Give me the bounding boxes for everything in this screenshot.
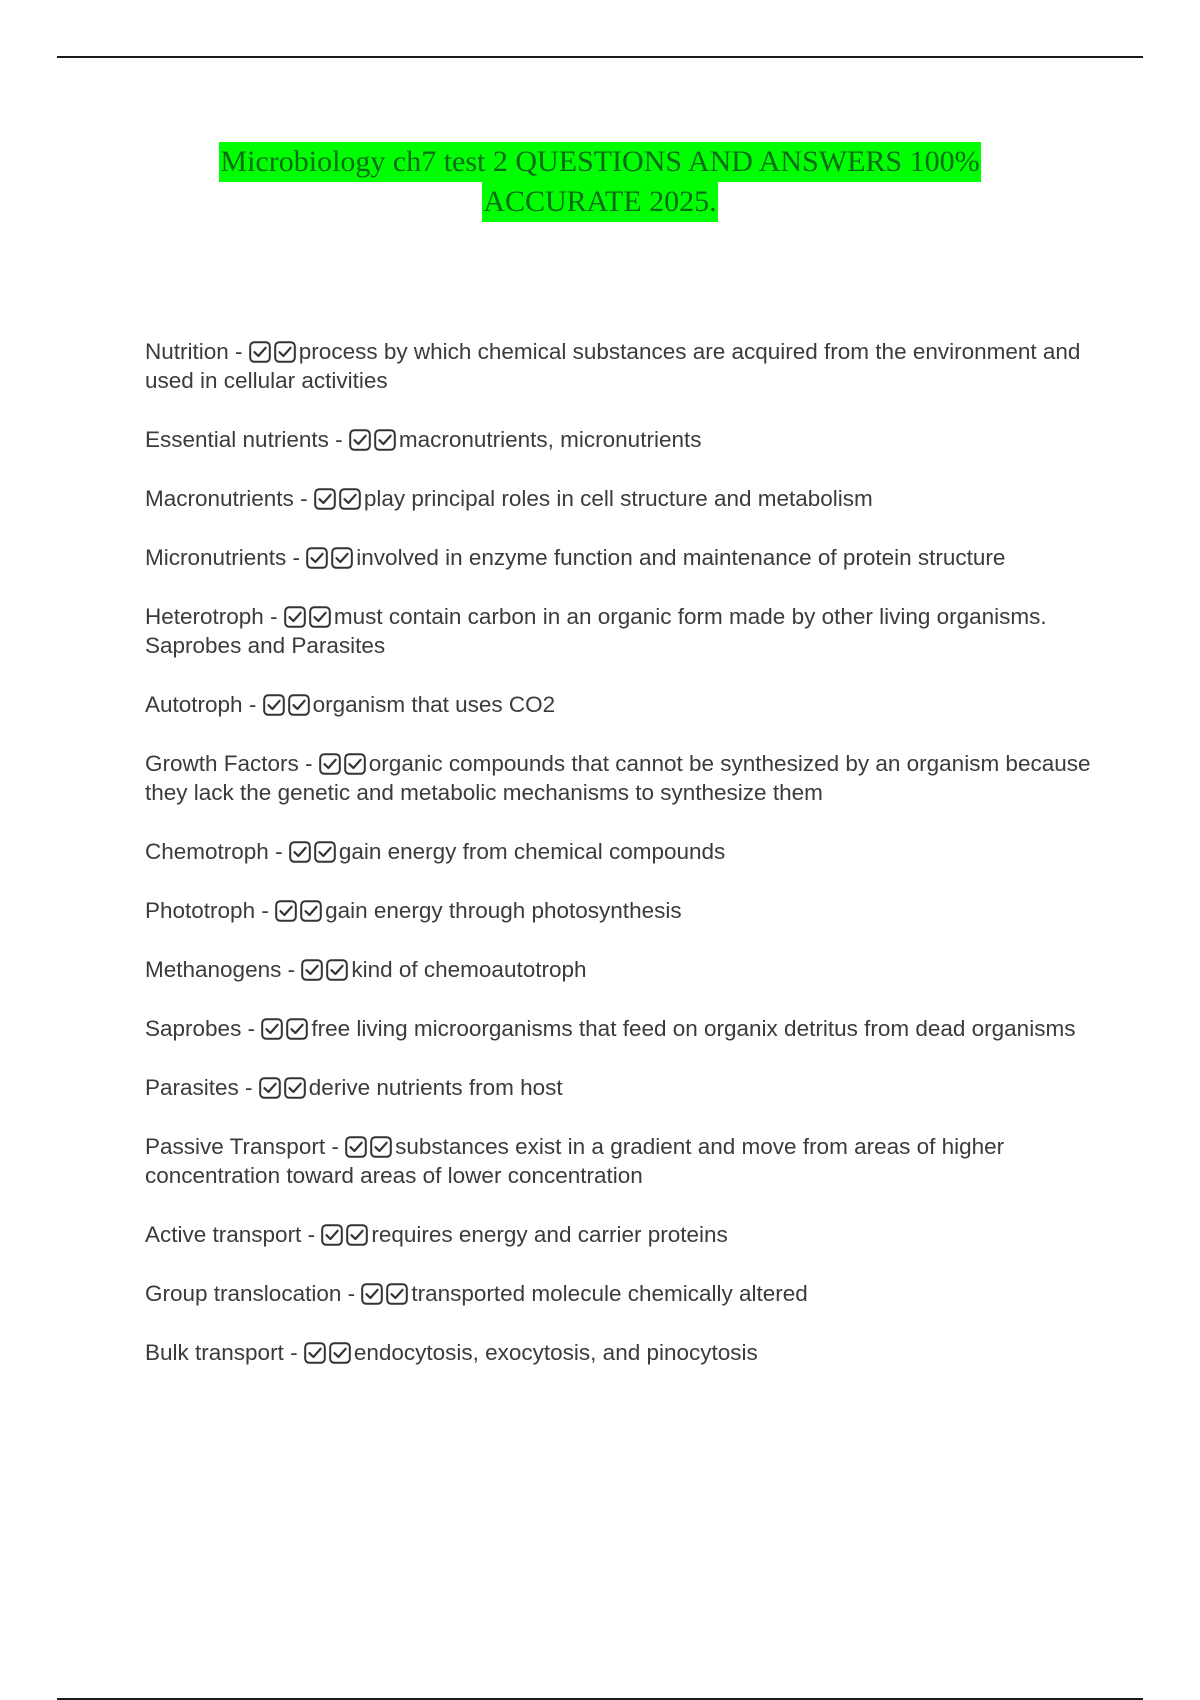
qa-item bbox=[145, 896, 1095, 925]
check-marks bbox=[289, 839, 339, 864]
checkbox-checked-icon bbox=[249, 341, 271, 363]
qa-item bbox=[145, 1014, 1095, 1043]
checkbox-checked-icon bbox=[339, 488, 361, 510]
check-marks bbox=[275, 898, 325, 923]
check-marks bbox=[304, 1340, 354, 1365]
check-marks bbox=[345, 1134, 395, 1159]
checkbox-checked-icon bbox=[319, 753, 341, 775]
qa-item bbox=[145, 749, 1095, 807]
qa-term: Autotroph bbox=[145, 692, 243, 717]
qa-item bbox=[145, 543, 1095, 572]
qa-definition: substances exist in a gradient and move from areas of higher concentration toward areas of lower concentration bbox=[145, 1134, 1005, 1188]
checkbox-checked-icon bbox=[259, 1077, 281, 1099]
qa-term: Micronutrients bbox=[145, 545, 287, 570]
qa-definition: organic compounds that cannot be synthesized by an organism because they lack the genetic and metabolic mechanisms to synthesize them bbox=[145, 751, 1091, 805]
checkbox-checked-icon bbox=[263, 694, 285, 716]
checkbox-checked-icon bbox=[301, 959, 323, 981]
check-marks bbox=[301, 957, 351, 982]
check-marks bbox=[349, 427, 399, 452]
qa-definition: endocytosis, exocytosis, and pinocytosis bbox=[353, 1340, 758, 1365]
checkbox-checked-icon bbox=[286, 1018, 308, 1040]
checkbox-checked-icon bbox=[361, 1283, 383, 1305]
qa-term: Chemotroph bbox=[145, 839, 269, 864]
qa-separator: - bbox=[286, 545, 307, 570]
checkbox-checked-icon bbox=[314, 488, 336, 510]
checkbox-checked-icon bbox=[349, 429, 371, 451]
qa-definition: involved in enzyme function and maintenance of protein structure bbox=[356, 545, 1006, 570]
check-marks bbox=[263, 692, 313, 717]
checkbox-checked-icon bbox=[345, 1136, 367, 1158]
qa-definition: kind of chemoautotroph bbox=[351, 957, 587, 982]
checkbox-checked-icon bbox=[289, 841, 311, 863]
qa-item bbox=[145, 1220, 1095, 1249]
qa-term: Heterotroph bbox=[145, 604, 264, 629]
check-marks bbox=[319, 751, 369, 776]
qa-definition: macronutrients, micronutrients bbox=[398, 427, 702, 452]
check-marks bbox=[306, 545, 356, 570]
checkbox-checked-icon bbox=[386, 1283, 408, 1305]
qa-definition: free living microorganisms that feed on organix detritus from dead organisms bbox=[311, 1016, 1076, 1041]
title-line-2: ACCURATE 2025. bbox=[482, 182, 717, 222]
check-marks bbox=[249, 339, 299, 364]
qa-separator: - bbox=[255, 898, 276, 923]
qa-item bbox=[145, 955, 1095, 984]
checkbox-checked-icon bbox=[321, 1224, 343, 1246]
qa-item bbox=[145, 602, 1095, 660]
qa-item bbox=[145, 837, 1095, 866]
checkbox-checked-icon bbox=[300, 900, 322, 922]
qa-list bbox=[145, 337, 1095, 1397]
qa-term: Active transport bbox=[145, 1222, 302, 1247]
qa-term: Parasites bbox=[145, 1075, 239, 1100]
qa-separator: - bbox=[241, 1016, 262, 1041]
qa-term: Bulk transport bbox=[145, 1340, 284, 1365]
qa-definition: play principal roles in cell structure and metabolism bbox=[363, 486, 873, 511]
qa-definition: transported molecule chemically altered bbox=[411, 1281, 808, 1306]
qa-separator: - bbox=[293, 486, 314, 511]
qa-term: Saprobes bbox=[145, 1016, 242, 1041]
qa-item bbox=[145, 1132, 1095, 1190]
qa-separator: - bbox=[301, 1222, 322, 1247]
checkbox-checked-icon bbox=[344, 753, 366, 775]
checkbox-checked-icon bbox=[288, 694, 310, 716]
qa-separator: - bbox=[238, 1075, 259, 1100]
qa-term: Essential nutrients bbox=[145, 427, 329, 452]
qa-separator: - bbox=[281, 957, 302, 982]
qa-separator: - bbox=[325, 1134, 346, 1159]
page-title bbox=[0, 142, 1200, 222]
checkbox-checked-icon bbox=[274, 341, 296, 363]
qa-separator: - bbox=[228, 339, 249, 364]
qa-item bbox=[145, 1338, 1095, 1367]
checkbox-checked-icon bbox=[309, 606, 331, 628]
checkbox-checked-icon bbox=[261, 1018, 283, 1040]
qa-separator: - bbox=[283, 1340, 304, 1365]
checkbox-checked-icon bbox=[346, 1224, 368, 1246]
qa-term: Growth Factors bbox=[145, 751, 299, 776]
qa-separator: - bbox=[263, 604, 284, 629]
qa-term: Phototroph bbox=[145, 898, 256, 923]
qa-item bbox=[145, 690, 1095, 719]
qa-definition: gain energy through photosynthesis bbox=[325, 898, 682, 923]
qa-item bbox=[145, 337, 1095, 395]
qa-term: Methanogens bbox=[145, 957, 282, 982]
checkbox-checked-icon bbox=[329, 1342, 351, 1364]
checkbox-checked-icon bbox=[275, 900, 297, 922]
check-marks bbox=[261, 1016, 311, 1041]
qa-definition: must contain carbon in an organic form made by other living organisms. Saprobes and Parasites bbox=[145, 604, 1047, 658]
qa-definition: derive nutrients from host bbox=[308, 1075, 563, 1100]
check-marks bbox=[314, 486, 364, 511]
checkbox-checked-icon bbox=[284, 606, 306, 628]
qa-separator: - bbox=[268, 839, 289, 864]
qa-definition: process by which chemical substances are acquired from the environment and used in cellular activities bbox=[145, 339, 1081, 393]
qa-separator: - bbox=[242, 692, 263, 717]
title-line-1: Microbiology ch7 test 2 QUESTIONS AND ANSWERS 100% bbox=[219, 142, 980, 182]
checkbox-checked-icon bbox=[306, 547, 328, 569]
qa-definition: requires energy and carrier proteins bbox=[371, 1222, 728, 1247]
checkbox-checked-icon bbox=[304, 1342, 326, 1364]
checkbox-checked-icon bbox=[370, 1136, 392, 1158]
qa-item bbox=[145, 425, 1095, 454]
header-rule bbox=[57, 56, 1143, 58]
qa-separator: - bbox=[298, 751, 319, 776]
check-marks bbox=[259, 1075, 309, 1100]
checkbox-checked-icon bbox=[314, 841, 336, 863]
qa-separator: - bbox=[328, 427, 349, 452]
checkbox-checked-icon bbox=[331, 547, 353, 569]
checkbox-checked-icon bbox=[284, 1077, 306, 1099]
qa-item bbox=[145, 1073, 1095, 1102]
checkbox-checked-icon bbox=[374, 429, 396, 451]
qa-term: Passive Transport bbox=[145, 1134, 326, 1159]
qa-item bbox=[145, 1279, 1095, 1308]
qa-term: Group translocation bbox=[145, 1281, 342, 1306]
check-marks bbox=[361, 1281, 411, 1306]
check-marks bbox=[284, 604, 334, 629]
qa-item bbox=[145, 484, 1095, 513]
check-marks bbox=[321, 1222, 371, 1247]
checkbox-checked-icon bbox=[326, 959, 348, 981]
qa-definition: organism that uses CO2 bbox=[312, 692, 556, 717]
qa-definition: gain energy from chemical compounds bbox=[338, 839, 726, 864]
qa-term: Macronutrients bbox=[145, 486, 294, 511]
qa-separator: - bbox=[341, 1281, 362, 1306]
qa-term: Nutrition bbox=[145, 339, 229, 364]
